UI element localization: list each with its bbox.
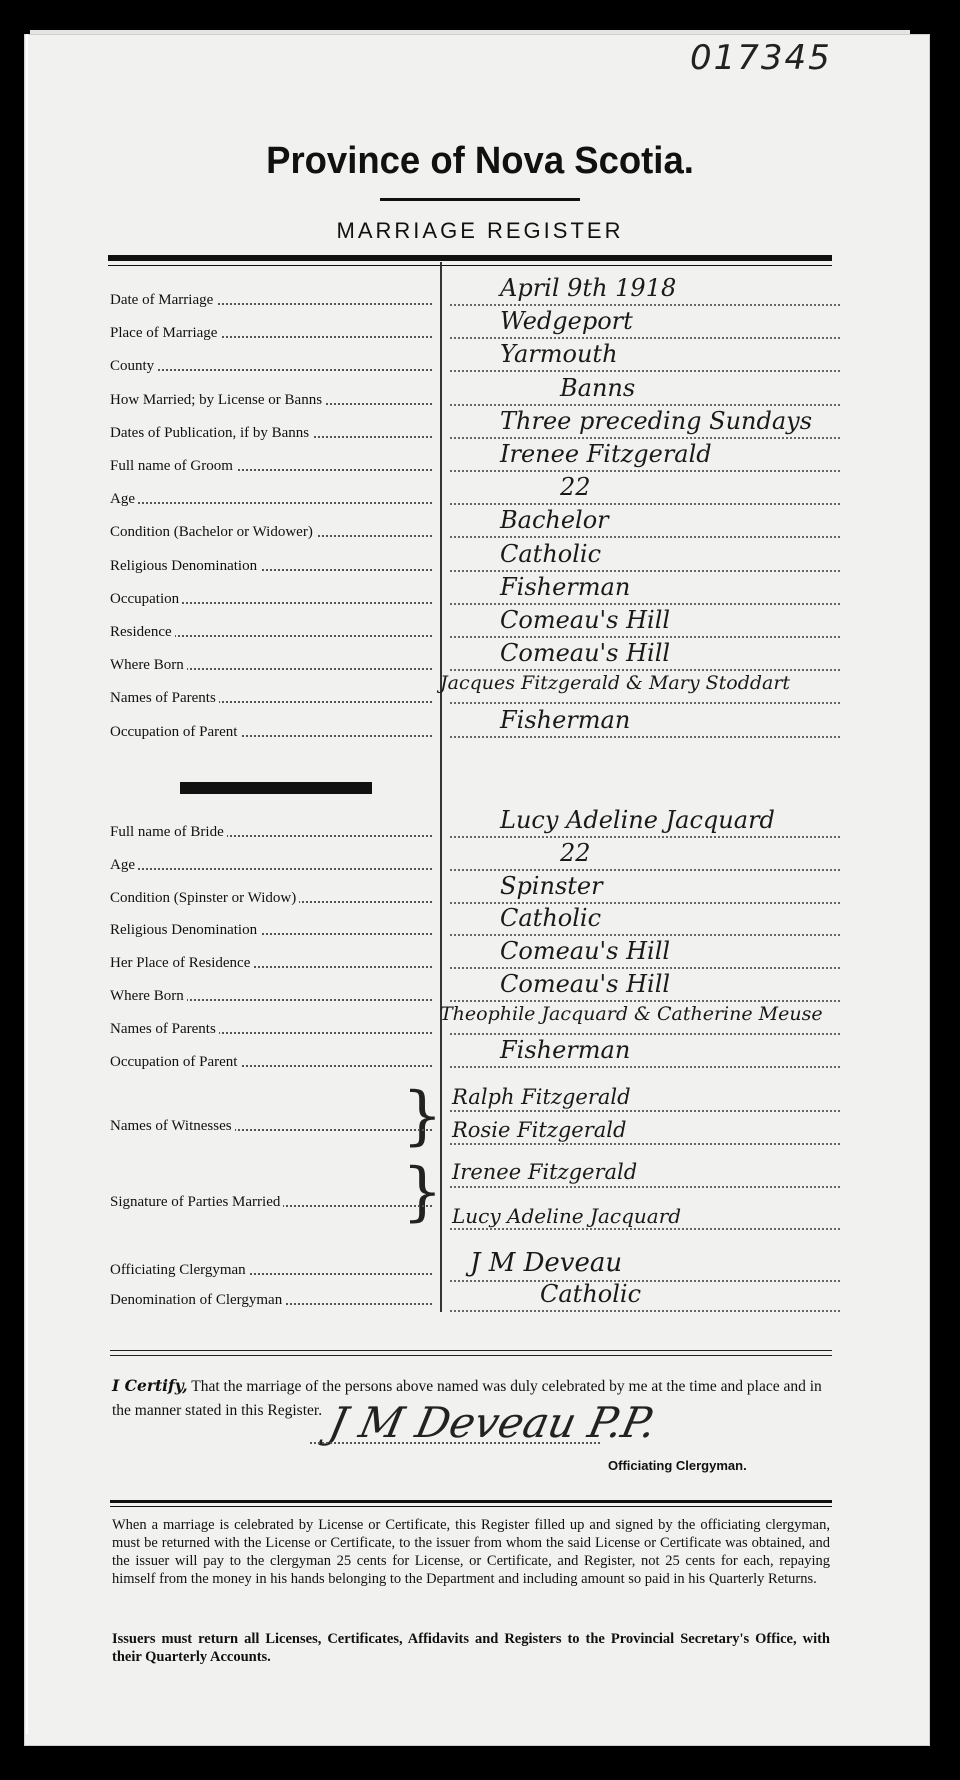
groom-signature: Irenee Fitzgerald: [452, 1160, 638, 1184]
groom-row-label-text-0: Date of Marriage: [110, 292, 216, 308]
groom-row-label-text-13: Occupation of Parent: [110, 724, 240, 740]
bride-row-label-4: [110, 955, 432, 972]
groom-row-label-12: [110, 690, 432, 707]
bride-row-value-3: Catholic: [500, 904, 602, 933]
bride-row-value-4: Comeau's Hill: [500, 937, 671, 966]
clergyman-signature: J M Deveau P.P.: [324, 1398, 661, 1447]
bride-row-value-7: Fisherman: [500, 1035, 631, 1064]
license-notice: When a marriage is celebrated by License or Certificate, this Register filled up and signed by the officiating clergyman, must be returned with the License or Certificate, to the issuer from whom the said License or Certificate was obtained, and the issuer will pay to the clergyman 25 cents for License, or Certificate, and Register, not 25 cents for each, repaying himself from the money in his hands belonging to the Department and including amount so paid in his Quarterly Returns.: [112, 1517, 830, 1587]
bride-row-value-2: Spinster: [500, 871, 603, 900]
document-subtitle: MARRIAGE REGISTER: [336, 218, 624, 243]
witnesses-brace: }: [402, 1079, 443, 1153]
groom-row-line-13: [450, 736, 840, 738]
bride-row-value-1: 22: [560, 838, 591, 867]
paper-edge: [26, 34, 28, 1734]
parties-brace: }: [402, 1155, 443, 1229]
officiating-clergyman-value: J M Deveau: [470, 1248, 623, 1278]
witness-1: Ralph Fitzgerald: [452, 1085, 631, 1109]
header-rule-thick: [108, 255, 832, 261]
groom-row-label-3: [110, 392, 432, 409]
bride-row-label-1: [110, 857, 432, 874]
witness-1-line: [450, 1110, 840, 1112]
bride-row-label-5: [110, 988, 432, 1005]
bride-row-line-1: [450, 869, 840, 871]
groom-row-line-7: [450, 536, 840, 538]
groom-row-label-0: [110, 292, 432, 309]
issuers-notice: Issuers must return all Licenses, Certificates, Affidavits and Registers to the Provincial Secretary's Office, with their Quarterly Accounts.: [112, 1631, 830, 1665]
groom-row-line-4: [450, 437, 840, 439]
bride-row-line-3: [450, 934, 840, 936]
groom-row-line-5: [450, 470, 840, 472]
groom-row-label-text-2: County: [110, 358, 157, 374]
certify-rule-top: [110, 1350, 832, 1351]
signature-caption: Officiating Clergyman.: [608, 1458, 747, 1473]
bride-row-line-0: [450, 836, 840, 838]
groom-row-line-9: [450, 603, 840, 605]
groom-row-value-12: Jacques Fitzgerald & Mary Stoddart: [440, 672, 791, 695]
groom-row-label-text-7: Condition (Bachelor or Widower): [110, 524, 316, 540]
groom-row-line-1: [450, 337, 840, 339]
groom-row-value-13: Fisherman: [500, 705, 631, 734]
groom-row-line-3: [450, 404, 840, 406]
groom-row-label-9: [110, 591, 432, 608]
bride-row-label-0: [110, 824, 432, 841]
parties-signature-label: Signature of Parties Married: [110, 1194, 432, 1211]
title-rule: [380, 198, 580, 201]
bride-row-line-2: [450, 902, 840, 904]
groom-row-label-text-4: Dates of Publication, if by Banns: [110, 425, 312, 441]
groom-row-value-8: Catholic: [500, 539, 602, 568]
groom-row-line-11: [450, 669, 840, 671]
groom-row-line-2: [450, 370, 840, 372]
groom-row-line-12: [450, 702, 840, 704]
clergy-denomination-value: Catholic: [540, 1280, 642, 1308]
witness-2: Rosie Fitzgerald: [452, 1118, 627, 1142]
bride-row-label-text-7: Occupation of Parent: [110, 1054, 240, 1070]
groom-row-value-0: April 9th 1918: [500, 274, 677, 302]
groom-row-value-6: 22: [560, 473, 591, 502]
groom-row-label-text-12: Names of Parents: [110, 690, 219, 706]
groom-row-label-text-5: Full name of Groom: [110, 458, 236, 474]
certify-lead: I Certify,: [112, 1376, 188, 1395]
groom-row-value-1: Wedgeport: [500, 307, 633, 336]
groom-row-label-5: [110, 458, 432, 475]
bride-row-label-text-1: Age: [110, 857, 138, 873]
signature-line: [310, 1442, 600, 1444]
bride-row-label-text-6: Names of Parents: [110, 1021, 219, 1037]
officiating-clergyman-label: Officiating Clergyman: [110, 1262, 432, 1279]
bride-row-label-2: [110, 890, 432, 907]
bride-row-label-text-4: Her Place of Residence: [110, 955, 253, 971]
bride-row-label-6: [110, 1021, 432, 1038]
certify-body: That the marriage of the persons above named was duly celebrated by me at the time and place and in the manner stated in this Register.: [112, 1378, 822, 1419]
groom-row-value-7: Bachelor: [500, 506, 609, 535]
groom-row-label-13: [110, 724, 432, 741]
groom-row-label-11: [110, 657, 432, 674]
notice-rule-thick: [110, 1500, 832, 1503]
groom-signature-line: [450, 1186, 840, 1188]
groom-row-label-6: [110, 491, 432, 508]
witness-2-line: [450, 1143, 840, 1145]
groom-row-line-0: [450, 304, 840, 306]
bride-row-value-0: Lucy Adeline Jacquard: [500, 806, 775, 834]
witnesses-label: Names of Witnesses: [110, 1118, 432, 1135]
groom-row-value-11: Comeau's Hill: [500, 639, 671, 668]
groom-row-label-2: [110, 358, 432, 375]
bride-row-line-4: [450, 967, 840, 969]
bride-row-value-6: Theophile Jacquard & Catherine Meuse: [440, 1002, 823, 1025]
bride-row-label-text-3: Religious Denomination: [110, 922, 260, 938]
groom-row-label-10: [110, 624, 432, 641]
bride-row-label-text-5: Where Born: [110, 988, 187, 1004]
groom-row-label-text-11: Where Born: [110, 657, 187, 673]
bride-row-line-7: [450, 1066, 840, 1068]
groom-row-value-2: Yarmouth: [500, 340, 618, 369]
groom-row-label-8: [110, 558, 432, 575]
groom-row-value-10: Comeau's Hill: [500, 606, 671, 634]
document-title: Province of Nova Scotia.: [266, 140, 694, 182]
bride-row-label-3: [110, 922, 432, 939]
groom-row-line-6: [450, 503, 840, 505]
bride-row-line-6: [450, 1033, 840, 1035]
groom-row-label-7: [110, 524, 432, 541]
clergy-denomination-label: Denomination of Clergyman: [110, 1292, 432, 1309]
officiating-clergyman-line: [450, 1280, 840, 1282]
bride-row-value-5: Comeau's Hill: [500, 970, 671, 998]
groom-row-label-text-8: Religious Denomination: [110, 558, 260, 574]
groom-row-value-9: Fisherman: [500, 572, 631, 601]
groom-row-label-text-6: Age: [110, 491, 138, 507]
header-rule-thin: [108, 265, 832, 266]
section-separator-bar: [180, 782, 372, 794]
groom-row-value-5: Irenee Fitzgerald: [500, 440, 712, 468]
clergy-denomination-line: [450, 1310, 840, 1312]
groom-row-label-1: [110, 325, 432, 342]
bride-row-label-text-2: Condition (Spinster or Widow): [110, 890, 299, 906]
certify-rule-bottom: [110, 1355, 832, 1356]
groom-row-line-8: [450, 570, 840, 572]
groom-row-label-text-3: How Married; by License or Banns: [110, 392, 325, 408]
bride-signature: Lucy Adeline Jacquard: [452, 1204, 682, 1228]
groom-row-value-3: Banns: [560, 373, 636, 402]
groom-row-label-text-9: Occupation: [110, 591, 182, 607]
bride-row-label-7: [110, 1054, 432, 1071]
bride-signature-line: [450, 1228, 840, 1230]
bride-row-line-5: [450, 1000, 840, 1002]
groom-row-value-4: Three preceding Sundays: [500, 406, 813, 435]
document-number: 017345: [690, 38, 832, 78]
notice-rule-thin: [110, 1506, 832, 1507]
groom-row-label-text-1: Place of Marriage: [110, 325, 220, 341]
groom-row-label-4: [110, 425, 432, 442]
bride-row-label-text-0: Full name of Bride: [110, 824, 227, 840]
groom-row-line-10: [450, 636, 840, 638]
groom-row-label-text-10: Residence: [110, 624, 175, 640]
